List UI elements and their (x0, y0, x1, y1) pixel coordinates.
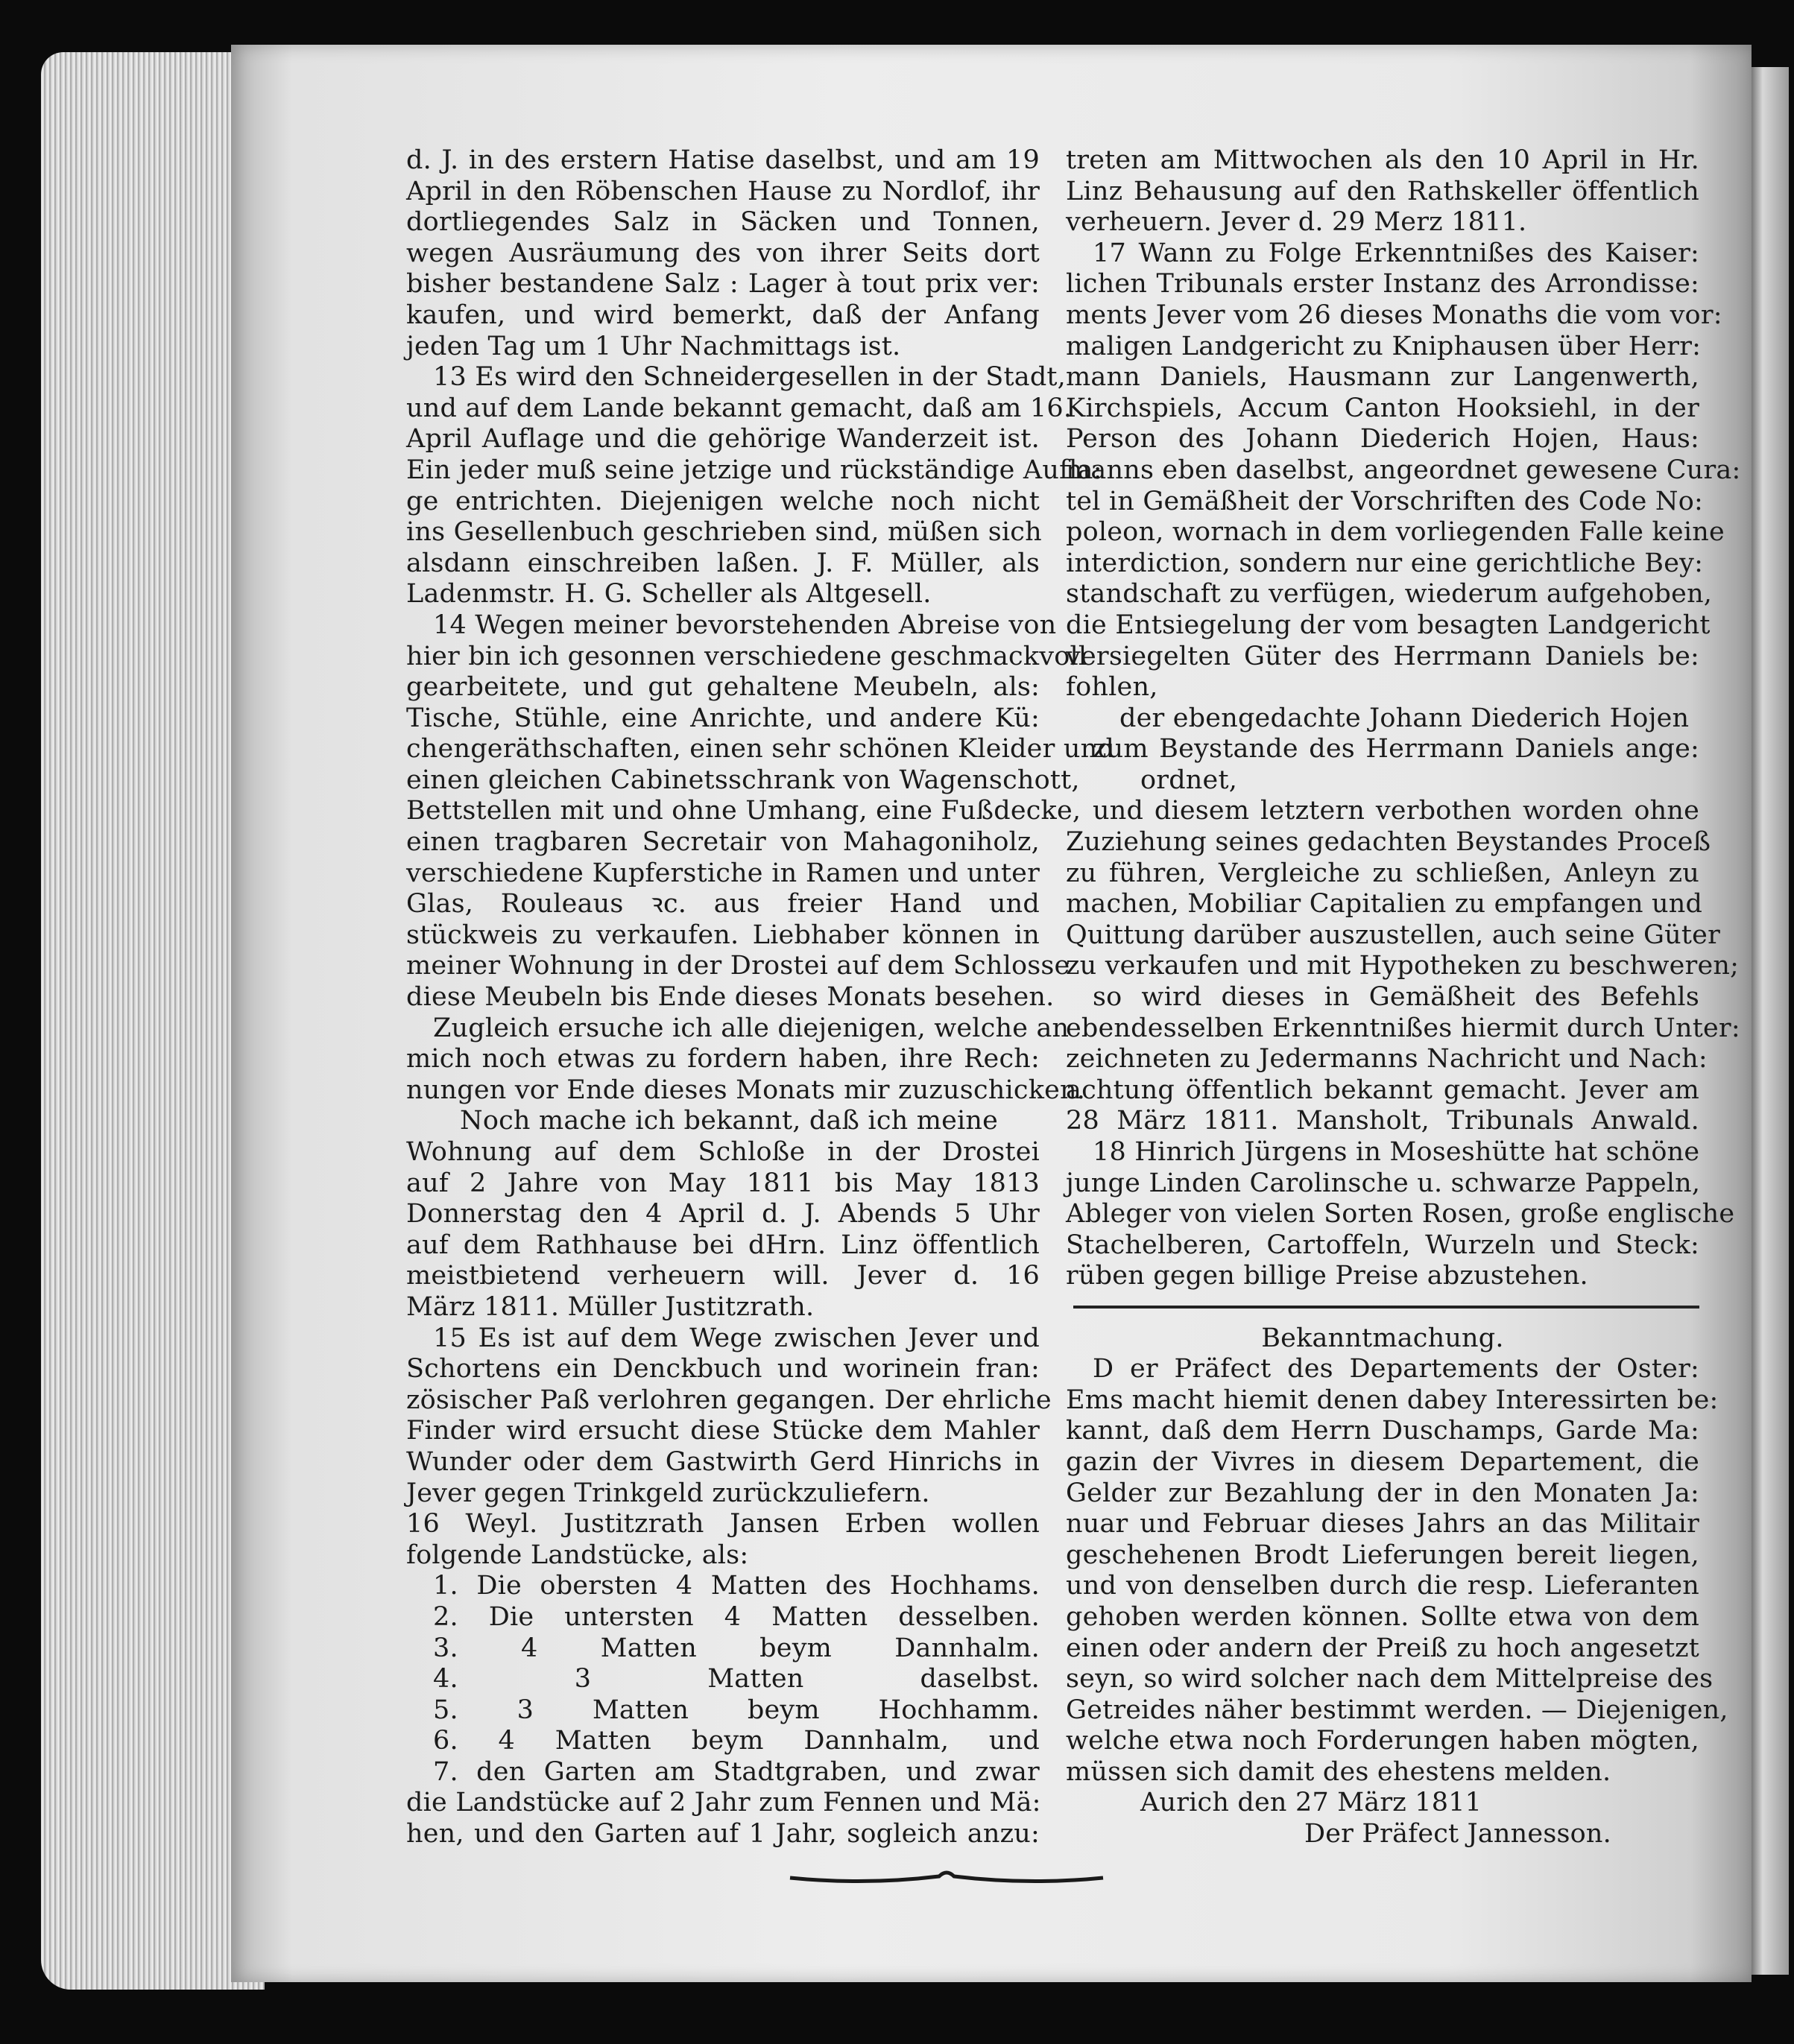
text-line: interdiction, sondern nur eine gerichtliche Bey: (1066, 548, 1704, 578)
text-line: hier bin ich gesonnen verschiedene geschmackvoll (406, 641, 1087, 671)
facing-page-edge (1752, 67, 1789, 1975)
text-line: Person des Johann Diederich Hojen, Haus: (1066, 424, 1699, 455)
text-line: dortliegendes Salz in Säcken und Tonnen, (406, 207, 1040, 238)
text-line: gearbeitete, und gut gehaltene Meubeln, als: (406, 672, 1040, 703)
text-line: rüben gegen billige Preise abzustehen. (1066, 1261, 1588, 1291)
text-line: Ein jeder muß seine jetzige und rückständige Aufla: (406, 455, 1102, 485)
text-line: 17 Wann zu Folge Erkenntnißes des Kaiser: (1093, 238, 1699, 268)
text-line: treten am Mittwochen als den 10 April in Hr. (1066, 145, 1699, 175)
text-line: zum Beystande des Herrmann Daniels ange: (1093, 734, 1699, 765)
text-line: junge Linden Carolinsche u. schwarze Pappeln, (1066, 1168, 1701, 1198)
text-line: zeichneten zu Jedermanns Nachricht und Nach: (1066, 1044, 1708, 1075)
text-line: Aurich den 27 März 1811 (1140, 1788, 1482, 1818)
text-line: der ebengedachte Johann Diederich Hojen (1119, 703, 1690, 733)
text-line: April in den Röbenschen Hause zu Nordlof, ihr (406, 176, 1040, 206)
text-line: Schortens ein Denckbuch und worinein fran: (406, 1354, 1040, 1385)
text-line: 3. 4 Matten beym Dannhalm. (433, 1633, 1040, 1663)
text-line: 7. den Garten am Stadtgraben, und zwar (433, 1756, 1040, 1787)
text-line: welche etwa noch Forderungen haben mögten, (1066, 1726, 1699, 1756)
text-line: Finder wird ersucht diese Stücke dem Mahler (406, 1416, 1040, 1446)
text-line: d. J. in des erstern Hatise daselbst, und am 19 (406, 145, 1040, 175)
text-line: und von denselben durch die resp. Lieferanten (1066, 1571, 1699, 1601)
text-line: 6. 4 Matten beym Dannhalm, und (433, 1726, 1040, 1756)
text-line: Wunder oder dem Gastwirth Gerd Hinrichs in (406, 1446, 1040, 1477)
text-line: nungen vor Ende dieses Monats mir zuzuschicken. (406, 1075, 1086, 1105)
text-line: 28 März 1811. Mansholt, Tribunals Anwald. (1066, 1106, 1699, 1136)
text-line: chengeräthschaften, einen sehr schönen Kleider und (406, 734, 1114, 765)
text-line: kaufen, und wird bemerkt, daß der Anfang (406, 300, 1040, 330)
text-line: Wohnung auf dem Schloße in der Drostei (406, 1137, 1040, 1167)
text-line: manns eben daselbst, angeordnet gewesene Cura: (1066, 455, 1741, 485)
text-line: mann Daniels, Hausmann zur Langenwerth, (1066, 362, 1699, 393)
text-line: Jever gegen Trinkgeld zurückzuliefern. (406, 1478, 930, 1508)
text-line: Quittung darüber auszustellen, auch seine Güter (1066, 920, 1721, 950)
text-line: Bettstellen mit und ohne Umhang, eine Fußdecke, (406, 796, 1081, 826)
text-line: zu führen, Vergleiche zu schließen, Anleyn zu (1066, 858, 1699, 888)
text-line: ins Gesellenbuch geschrieben sind, müßen sich (406, 517, 1042, 548)
text-line: Donnerstag den 4 April d. J. Abends 5 Uhr (406, 1199, 1040, 1230)
text-line: Ableger von vielen Sorten Rosen, große englische (1066, 1199, 1735, 1230)
right-text-column (1066, 145, 1741, 1850)
text-line: einen oder andern der Preiß zu hoch angesetzt (1066, 1633, 1699, 1663)
text-line: machen, Mobiliar Capitalien zu empfangen und (1066, 889, 1703, 920)
text-line: wegen Ausräumung des von ihrer Seits dort (406, 238, 1040, 268)
text-line: kannt, daß dem Herrn Duschamps, Garde Ma: (1066, 1416, 1699, 1446)
section-heading: Bekanntmachung. (1261, 1323, 1504, 1353)
text-line: 1. Die obersten 4 Matten des Hochhams. (433, 1571, 1040, 1601)
text-line: Glas, Rouleaus ꝛc. aus freier Hand und (406, 889, 1040, 920)
text-line: mich noch etwas zu fordern haben, ihre Rech: (406, 1044, 1040, 1075)
text-line: Stachelberen, Cartoffeln, Wurzeln und Steck: (1066, 1230, 1699, 1260)
text-line: geschehenen Brodt Lieferungen bereit liegen, (1066, 1540, 1699, 1570)
text-line: gazin der Vivres in diesem Departement, die (1066, 1446, 1699, 1477)
text-line: auf dem Rathhause bei dHrn. Linz öffentlich (406, 1230, 1040, 1260)
text-line: D er Präfect des Departements der Oster: (1093, 1354, 1699, 1385)
text-line: zösischer Paß verlohren gegangen. Der ehrliche (406, 1385, 1052, 1415)
text-line: einen gleichen Cabinetsschrank von Wagenschott, (406, 765, 1080, 795)
text-line: alsdann einschreiben laßen. J. F. Müller, als (406, 548, 1040, 578)
text-line: Linz Behausung auf den Rathskeller öffentlich (1066, 176, 1699, 206)
text-line: ments Jever vom 26 dieses Monaths die vom vor: (1066, 300, 1722, 330)
text-line: Gelder zur Bezahlung der in den Monaten Ja: (1066, 1478, 1699, 1508)
text-line: 2. Die untersten 4 Matten desselben. (433, 1601, 1040, 1632)
text-line: 15 Es ist auf dem Wege zwischen Jever und (433, 1323, 1040, 1353)
text-line: diese Meubeln bis Ende dieses Monats besehen. (406, 982, 1055, 1013)
text-line: hen, und den Garten auf 1 Jahr, sogleich anzu: (406, 1819, 1040, 1850)
text-line: und auf dem Lande bekannt gemacht, daß am 16. (406, 393, 1073, 423)
text-line: 13 Es wird den Schneidergesellen in der Stadt, (433, 362, 1067, 393)
text-line: müssen sich damit des ehestens melden. (1066, 1756, 1611, 1787)
text-line: 14 Wegen meiner bevorstehenden Abreise von (433, 610, 1057, 640)
text-line: März 1811. Müller Justitzrath. (406, 1291, 815, 1322)
text-line: die Entsiegelung der vom besagten Landgericht (1066, 610, 1711, 640)
text-line: maligen Landgericht zu Kniphausen über Herr: (1066, 331, 1702, 361)
text-line: ebendesselben Erkenntnißes hiermit durch Unter: (1066, 1013, 1740, 1043)
text-line: verschiedene Kupferstiche in Ramen und unter (406, 858, 1040, 888)
text-line: meiner Wohnung in der Drostei auf dem Schlosse (406, 951, 1070, 981)
text-line: fohlen, (1066, 672, 1158, 703)
text-line: Zugleich ersuche ich alle diejenigen, welche an (433, 1013, 1070, 1043)
section-divider (1066, 1292, 1699, 1323)
text-line: Ladenmstr. H. G. Scheller als Altgesell. (406, 579, 932, 610)
text-line: 18 Hinrich Jürgens in Moseshütte hat schöne (1093, 1137, 1700, 1167)
text-line: verheuern. Jever d. 29 Merz 1811. (1066, 207, 1527, 238)
text-line: tel in Gemäßheit der Vorschriften des Code No: (1066, 486, 1703, 516)
text-line: standschaft zu verfügen, wiederum aufgehoben, (1066, 579, 1713, 610)
text-line: Tische, Stühle, eine Anrichte, und andere Kü: (406, 703, 1040, 733)
text-line: lichen Tribunals erster Instanz des Arrondisse: (1066, 269, 1699, 300)
text-line: folgende Landstücke, als: (406, 1540, 749, 1570)
signature-line: Der Präfect Jannesson. (1304, 1819, 1611, 1850)
text-line: zu verkaufen und mit Hypotheken zu beschweren; (1066, 951, 1740, 981)
text-line: auf 2 Jahre von May 1811 bis May 1813 (406, 1168, 1040, 1198)
text-line: stückweis zu verkaufen. Liebhaber können in (406, 920, 1040, 950)
text-line: so wird dieses in Gemäßheit des Befehls (1093, 982, 1699, 1013)
text-line: gehoben werden können. Sollte etwa von dem (1066, 1601, 1699, 1632)
text-line: ordnet, (1140, 765, 1238, 795)
text-line: seyn, so wird solcher nach dem Mittelpreise des (1066, 1664, 1714, 1695)
text-line: Ems macht hiemit denen dabey Interessirten be: (1066, 1385, 1719, 1415)
text-line: April Auflage und die gehörige Wanderzeit ist. (406, 424, 1040, 455)
text-line: ge entrichten. Diejenigen welche noch nicht (406, 486, 1040, 516)
text-line: achtung öffentlich bekannt gemacht. Jever am (1066, 1075, 1699, 1105)
text-line: 5. 3 Matten beym Hochhamm. (433, 1695, 1040, 1725)
text-line: bisher bestandene Salz : Lager à tout prix ver: (406, 269, 1040, 300)
text-line: jeden Tag um 1 Uhr Nachmittags ist. (406, 331, 901, 361)
text-line: die Landstücke auf 2 Jahr zum Fennen und Mä: (406, 1788, 1041, 1818)
text-line: und diesem letztern verbothen worden ohne (1093, 796, 1699, 826)
text-line: versiegelten Güter des Herrmann Daniels be: (1066, 641, 1699, 671)
text-line: 4. 3 Matten daselbst. (433, 1664, 1040, 1695)
text-line: Noch mache ich bekannt, daß ich meine (460, 1106, 999, 1136)
text-line: Kirchspiels, Accum Canton Hooksiehl, in der (1066, 393, 1699, 423)
text-line: nuar und Februar dieses Jahrs an das Militair (1066, 1509, 1699, 1540)
text-line: einen tragbaren Secretair von Mahagoniholz, (406, 827, 1040, 858)
text-line: meistbietend verheuern will. Jever d. 16 (406, 1261, 1040, 1291)
text-line: poleon, wornach in dem vorliegenden Falle keine (1066, 517, 1725, 548)
closing-ornament-rule (790, 1863, 1103, 1893)
text-line: Getreides näher bestimmt werden. — Diejenigen, (1066, 1695, 1728, 1725)
text-line: 16 Weyl. Justitzrath Jansen Erben wollen (406, 1509, 1040, 1540)
text-line: Zuziehung seines gedachten Beystandes Proceß (1066, 827, 1711, 858)
